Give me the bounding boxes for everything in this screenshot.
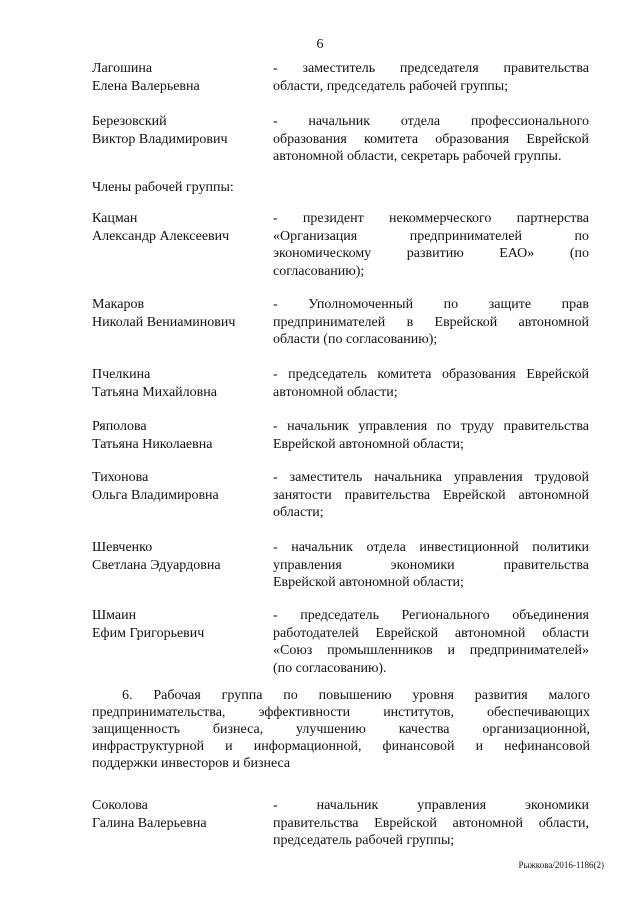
person-name bbox=[92, 469, 267, 504]
role-line: области; bbox=[273, 505, 324, 520]
role-line: автономной области; bbox=[273, 384, 398, 400]
person-name-line: Пчелкина bbox=[92, 367, 151, 382]
paragraph-line: защищенность бизнеса, улучшению качества организационной, bbox=[92, 722, 590, 737]
person-name bbox=[92, 418, 267, 453]
person-name-line: Александр Алексеевич bbox=[92, 228, 230, 244]
person-name-line: Кацман bbox=[92, 211, 138, 226]
person-role bbox=[273, 60, 589, 95]
person-role bbox=[273, 418, 589, 453]
role-line: Еврейской автономной области; bbox=[273, 575, 464, 590]
person-name-line: Березовский bbox=[92, 114, 167, 129]
person-name-line: Елена Валерьевна bbox=[92, 78, 200, 94]
role-line: - начальник управления по труду правительства bbox=[273, 419, 589, 434]
role-line: (по согласованию). bbox=[273, 660, 387, 676]
role-line: - начальник отдела инвестиционной политики bbox=[273, 540, 589, 555]
page-number: 6 bbox=[316, 37, 324, 52]
paragraph-line: 6. Рабочая группа по повышению уровня развития малого bbox=[122, 688, 590, 703]
role-line: - президент некоммерческого партнерства bbox=[273, 211, 589, 226]
person-name bbox=[92, 113, 267, 148]
person-name-line: Виктор Владимирович bbox=[92, 131, 228, 147]
person-name-line: Макаров bbox=[92, 297, 145, 312]
role-line: управления экономики правительства bbox=[273, 557, 589, 573]
person-name bbox=[92, 366, 267, 401]
person-name-line: Светлана Эдуардовна bbox=[92, 557, 221, 573]
person-role bbox=[273, 797, 589, 850]
paragraph-line: инфраструктурной и информационной, финансовой и нефинансовой bbox=[92, 739, 590, 754]
person-name bbox=[92, 296, 267, 331]
person-role bbox=[273, 607, 589, 677]
members-heading: Члены рабочей группы: bbox=[92, 180, 234, 195]
person-name-line: Николай Вениаминович bbox=[92, 314, 236, 330]
paragraph-line: предпринимательства, эффективности институтов, обеспечивающих bbox=[92, 705, 590, 720]
role-line: работодателей Еврейской автономной области bbox=[273, 625, 589, 641]
role-line: экономическому развитию ЕАО» (по bbox=[273, 246, 589, 261]
section-6-paragraph bbox=[92, 687, 590, 772]
role-line: Еврейской автономной области; bbox=[273, 436, 464, 452]
role-line: правительства Еврейской автономной области, bbox=[273, 815, 589, 831]
person-name-line: Татьяна Михайловна bbox=[92, 384, 217, 400]
role-line: - заместитель начальника управления трудовой bbox=[273, 470, 589, 485]
role-line: области, председатель рабочей группы; bbox=[273, 78, 509, 94]
role-line: «Союз промышленников и предпринимателей» bbox=[273, 643, 589, 658]
person-name-line: Шмаин bbox=[92, 608, 137, 623]
person-role bbox=[273, 366, 589, 401]
document-footer-code: Рыжкова/2016-1186(2) bbox=[518, 860, 604, 870]
person-name-line: Ефим Григорьевич bbox=[92, 625, 205, 641]
person-name bbox=[92, 539, 267, 574]
role-line: «Организация предпринимателей по bbox=[273, 228, 589, 244]
person-name-line: Татьяна Николаевна bbox=[92, 436, 213, 452]
person-role bbox=[273, 210, 589, 280]
role-line: согласованию); bbox=[273, 263, 365, 279]
person-name-line: Ольга Владимировна bbox=[92, 487, 219, 503]
role-line: - заместитель председателя правительства bbox=[273, 61, 589, 76]
role-line: занятости правительства Еврейской автономной bbox=[273, 487, 589, 503]
role-line: - председатель комитета образования Еврейской bbox=[273, 367, 589, 382]
paragraph-line: поддержки инвесторов и бизнеса bbox=[92, 756, 291, 771]
person-role bbox=[273, 539, 589, 592]
role-line: образования комитета образования Еврейской bbox=[273, 131, 589, 147]
role-line: - председатель Регионального объединения bbox=[273, 608, 589, 623]
role-line: области (по согласованию); bbox=[273, 332, 438, 347]
person-name bbox=[92, 60, 267, 95]
role-line: автономной области, секретарь рабочей группы. bbox=[273, 149, 562, 164]
person-role bbox=[273, 296, 589, 349]
person-name-line: Тихонова bbox=[92, 470, 149, 485]
person-name bbox=[92, 210, 267, 245]
person-name-line: Галина Валерьевна bbox=[92, 815, 207, 831]
role-line: предпринимателей в Еврейской автономной bbox=[273, 314, 589, 330]
person-name bbox=[92, 607, 267, 642]
person-role bbox=[273, 469, 589, 522]
person-role bbox=[273, 113, 589, 166]
role-line: - начальник управления экономики bbox=[273, 798, 589, 813]
role-line: - Уполномоченный по защите прав bbox=[273, 297, 589, 312]
person-name-line: Ряполова bbox=[92, 419, 147, 434]
person-name-line: Шевченко bbox=[92, 540, 153, 555]
person-name-line: Соколова bbox=[92, 798, 148, 813]
person-name bbox=[92, 797, 267, 832]
role-line: - начальник отдела профессионального bbox=[273, 114, 589, 129]
person-name-line: Лагошина bbox=[92, 61, 153, 76]
role-line: председатель рабочей группы; bbox=[273, 833, 455, 848]
